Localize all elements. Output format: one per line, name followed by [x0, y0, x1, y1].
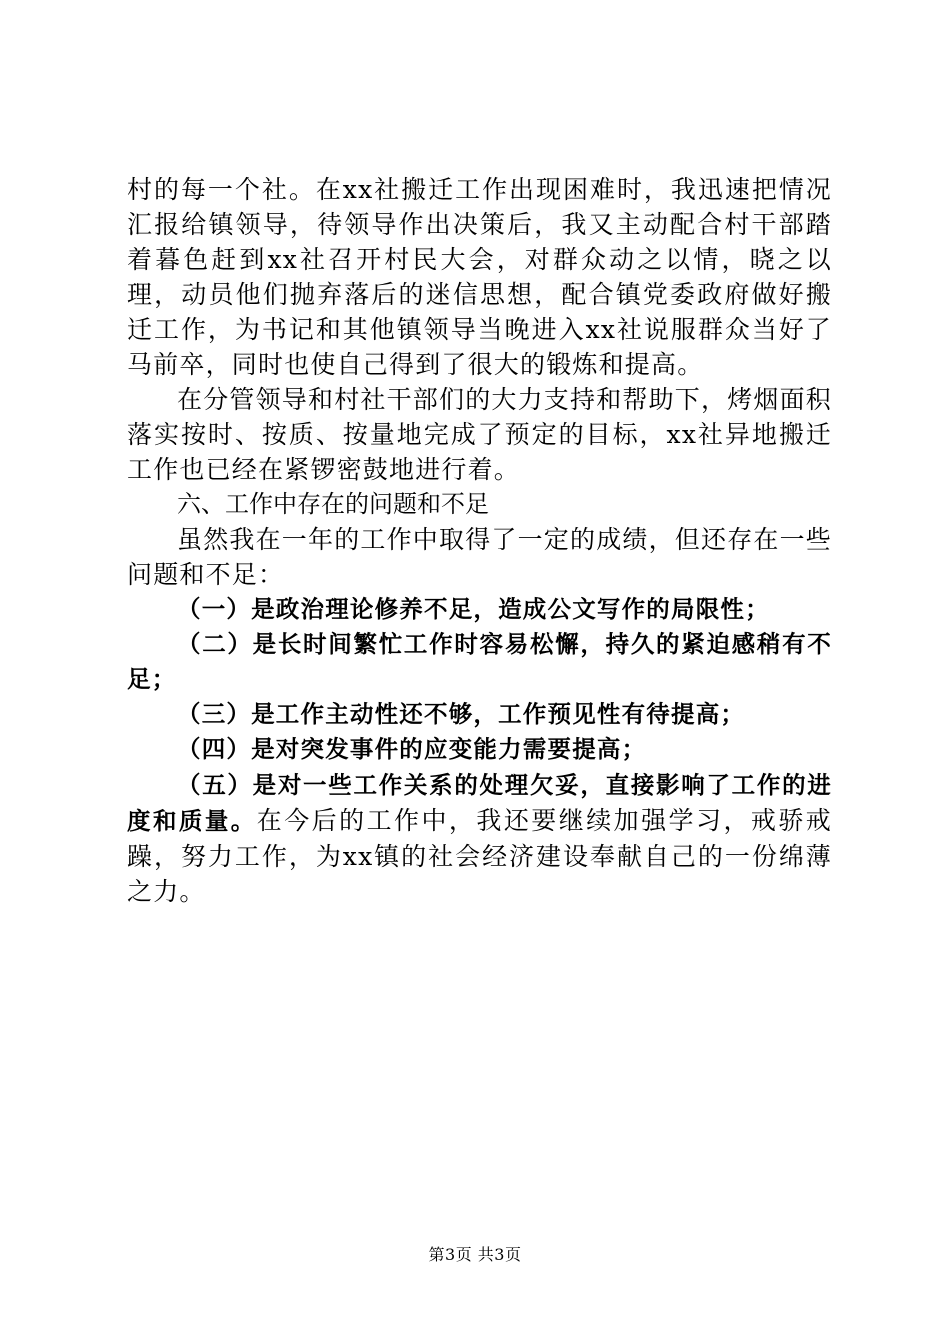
list-item-5 [127, 767, 832, 909]
section-heading: 六、工作中存在的问题和不足 [177, 490, 489, 518]
paragraph-support: 在分管领导和村社干部们的大力支持和帮助下，烤烟面积落实按时、按质、按量地完成了预定的目标，xx社异地搬迁工作也已经在紧锣密鼓地进行着。 [127, 385, 833, 484]
list-item-1: （一）是政治理论修养不足，造成公文写作的局限性； [177, 595, 770, 623]
paragraph-continuation: 村的每一个社。在xx社搬迁工作出现困难时，我迅速把情况汇报给镇领导，待领导作出决策后，我又主动配合村干部踏着暮色赶到xx社召开村民大会，对群众动之以情，晓之以理，动员他们抛弃落后的迷信思想，配合镇党委政府做好搬迁工作，为书记和其他镇领导当晚进入xx社说服群众当好了马前卒，同时也使自己得到了很大的锻炼和提高。 [127, 175, 832, 379]
list-item-2: （二）是长时间繁忙工作时容易松懈，持久的紧迫感稍有不足； [127, 630, 832, 693]
list-item-5-bold: （五）是对一些工作关系的处理欠妥，直接影响了工作的进度和质量。 [127, 771, 832, 835]
page-footer: 第3页 共3页 [428, 1245, 522, 1264]
list-item-4: （四）是对突发事件的应变能力需要提高； [177, 735, 647, 763]
paragraph-problems-intro: 虽然我在一年的工作中取得了一定的成绩，但还存在一些问题和不足： [127, 525, 833, 589]
document-body [127, 172, 832, 909]
closing-statement: 在今后的工作中，我还要继续加强学习，戒骄戒躁，努力工作，为xx镇的社会经济建设奉献自己的一份绵薄之力。 [127, 806, 833, 906]
list-item-3: （三）是工作主动性还不够，工作预见性有待提高； [177, 700, 746, 728]
